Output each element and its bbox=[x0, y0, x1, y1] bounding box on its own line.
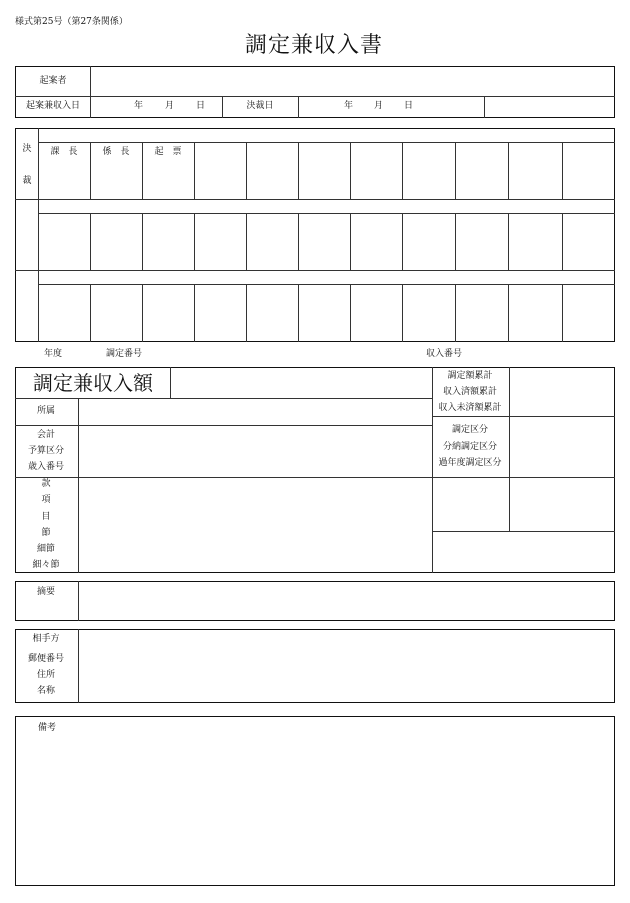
affiliation-label: 所属 bbox=[36, 406, 56, 416]
class-saisaisetsu-label: 細々節 bbox=[32, 560, 60, 570]
right-lower-field-1[interactable] bbox=[434, 479, 507, 529]
draft-date-label: 起案兼収入日 bbox=[25, 101, 81, 111]
approval-stamp-cell[interactable] bbox=[351, 143, 401, 198]
approval-stamp-cell[interactable] bbox=[403, 285, 454, 341]
decision-day-unit: 日 bbox=[404, 101, 414, 111]
address-label: 住所 bbox=[36, 670, 56, 680]
approval-stamp-cell[interactable] bbox=[351, 214, 401, 269]
approval-stamp-cell[interactable] bbox=[509, 285, 561, 341]
approval-stamp-cell[interactable] bbox=[509, 143, 561, 198]
receipt-number-label: 収入番号 bbox=[426, 349, 463, 359]
decision-date-label: 決裁日 bbox=[246, 101, 274, 111]
drafter-field[interactable] bbox=[92, 68, 612, 94]
approval-stamp-cell[interactable] bbox=[39, 285, 89, 341]
installment-category-label: 分納調定区分 bbox=[442, 442, 498, 452]
approval-stamp-cell[interactable] bbox=[91, 214, 141, 269]
cumulative-assessed-label: 調定額累計 bbox=[447, 371, 493, 381]
postal-code-label: 郵便番号 bbox=[27, 654, 65, 664]
approval-stamp-cell[interactable] bbox=[456, 285, 507, 341]
classification-field[interactable] bbox=[80, 479, 430, 571]
class-moku-label: 目 bbox=[41, 512, 51, 522]
class-saisetsu-label: 細節 bbox=[36, 544, 56, 554]
cumulative-unreceived-label: 収入未済額累計 bbox=[438, 403, 502, 413]
approval-stamp-cell[interactable] bbox=[39, 214, 89, 269]
counterparty-label: 相手方 bbox=[32, 634, 60, 644]
amount-field[interactable] bbox=[172, 369, 430, 396]
approval-stamp-cell[interactable] bbox=[39, 143, 89, 198]
class-kou-label: 項 bbox=[41, 495, 51, 505]
approval-stamp-cell[interactable] bbox=[299, 214, 349, 269]
approval-stamp-cell[interactable] bbox=[247, 285, 297, 341]
approval-stamp-cell[interactable] bbox=[195, 214, 245, 269]
role-subsection-chief: 係 長 bbox=[102, 147, 130, 157]
approval-stamp-cell[interactable] bbox=[195, 143, 245, 198]
assessment-category-field[interactable] bbox=[511, 418, 613, 475]
right-lower-field-2[interactable] bbox=[511, 479, 613, 529]
month-unit: 月 bbox=[165, 101, 175, 111]
cumulative-received-label: 収入済額累計 bbox=[442, 387, 498, 397]
approval-stamp-cell[interactable] bbox=[509, 214, 561, 269]
class-setsu-label: 節 bbox=[41, 528, 51, 538]
prior-year-category-label: 過年度調定区分 bbox=[438, 458, 502, 468]
approval-stamp-cell[interactable] bbox=[143, 143, 193, 198]
role-drafter: 起 票 bbox=[154, 147, 182, 157]
approval-stamp-cell[interactable] bbox=[247, 143, 297, 198]
approval-stamp-cell[interactable] bbox=[403, 143, 454, 198]
approval-stamp-cell[interactable] bbox=[91, 285, 141, 341]
budget-category-label: 予算区分 bbox=[27, 446, 65, 456]
approval-stamp-cell[interactable] bbox=[195, 285, 245, 341]
approval-stamp-cell[interactable] bbox=[563, 143, 614, 198]
fiscal-year-label: 年度 bbox=[44, 349, 63, 359]
approval-label-top: 決 bbox=[22, 144, 32, 154]
class-kan-label: 款 bbox=[41, 479, 51, 489]
decision-date-field[interactable] bbox=[300, 98, 482, 116]
approval-label-bottom: 裁 bbox=[22, 176, 32, 186]
day-unit: 日 bbox=[196, 101, 206, 111]
form-number: 様式第25号（第27条関係） bbox=[15, 17, 128, 27]
approval-stamp-cell[interactable] bbox=[299, 143, 349, 198]
approval-stamp-cell[interactable] bbox=[143, 214, 193, 269]
approval-stamp-cell[interactable] bbox=[299, 285, 349, 341]
approval-stamp-cell[interactable] bbox=[403, 214, 454, 269]
approval-stamp-cell[interactable] bbox=[563, 285, 614, 341]
approval-stamp-cell[interactable] bbox=[143, 285, 193, 341]
account-field[interactable] bbox=[80, 427, 430, 475]
remarks-label: 備考 bbox=[37, 723, 57, 733]
approval-stamp-cell[interactable] bbox=[563, 214, 614, 269]
approval-stamp-cell[interactable] bbox=[456, 214, 507, 269]
name-label: 名称 bbox=[36, 686, 56, 696]
page-title: 調定兼収入書 bbox=[244, 33, 384, 58]
cumulative-field[interactable] bbox=[511, 369, 613, 414]
decision-month-unit: 月 bbox=[374, 101, 384, 111]
affiliation-field[interactable] bbox=[80, 400, 430, 423]
summary-label: 摘要 bbox=[36, 587, 56, 597]
account-label: 会計 bbox=[36, 430, 56, 440]
decision-year-unit: 年 bbox=[344, 101, 354, 111]
remarks-field[interactable] bbox=[17, 738, 613, 884]
year-unit: 年 bbox=[134, 101, 144, 111]
approval-stamp-cell[interactable] bbox=[247, 214, 297, 269]
summary-field[interactable] bbox=[80, 583, 613, 619]
revenue-number-label: 歳入番号 bbox=[27, 462, 65, 472]
assessment-number-label: 調定番号 bbox=[106, 349, 143, 359]
counterparty-field[interactable] bbox=[80, 631, 613, 701]
role-section-chief: 課 長 bbox=[50, 147, 78, 157]
approval-stamp-cell[interactable] bbox=[456, 143, 507, 198]
approval-stamp-cell[interactable] bbox=[91, 143, 141, 198]
drafter-label: 起案者 bbox=[39, 76, 67, 86]
assessment-category-label: 調定区分 bbox=[451, 425, 489, 435]
right-bottom-field[interactable] bbox=[434, 533, 613, 571]
amount-heading: 調定兼収入額 bbox=[33, 371, 153, 395]
approval-stamp-cell[interactable] bbox=[351, 285, 401, 341]
